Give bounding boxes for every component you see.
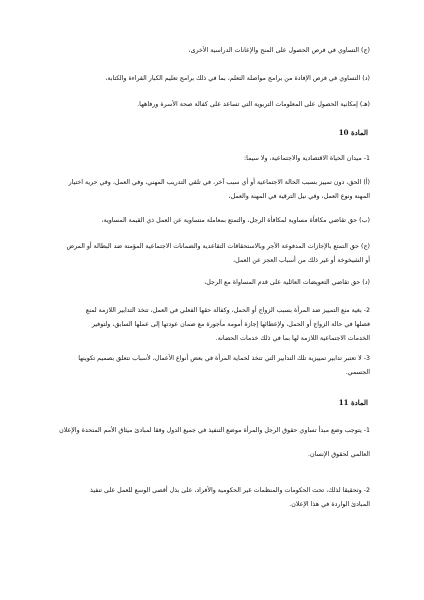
- item-h-health-information: (هـ) إمكانية الحصول على المعلومات التربوية التي تساعد على كفالة صحة الأسرة ورفاهها.: [137, 101, 370, 108]
- article-10-paragraph-3: 3- لا تعتبر تدابير تمييزية تلك التدابير التي تتخذ لحماية المرأة في بعض أنواع الأعمال، لأسباب تتعلق بصميم تكوينها الجسمي.: [78, 355, 370, 376]
- article-11-paragraph-2: 2- وتحقيقا لذلك، تحث الحكومات والمنظمات غير الحكومية والأفراد، على بذل أقصى الوسع للعمل على تنفيذ المبادئ الواردة في هذا الإعلان.: [90, 487, 370, 508]
- article-10-heading: المادة 10: [338, 128, 368, 137]
- item-c-scholarships: (ج) التساوي في فرص الحصول على المنح والإعانات الدراسية الأخرى،: [188, 47, 370, 54]
- article-11-heading: المادة 11: [338, 398, 368, 407]
- item-d-continuing-education: (د) التساوي في فرص الإفادة من برامج مواصلة التعلم، بما في ذلك برامج تعليم الكبار القراءة والكتابة،: [105, 75, 370, 82]
- article-10-paragraph-1: 1- ميدان الحياة الاقتصادية والاجتماعية، ولا سيما:: [244, 155, 370, 162]
- article-11-paragraph-1: 1- يتوجب وضع مبدأ تساوي حقوق الرجل والمرأة موضع التنفيذ في جميع الدول وفقا لمبادئ ميثاق الأمم المتحدة والإعلان العالمي لحقوق الإنسان.: [59, 427, 370, 458]
- article-10-paragraph-2: 2- بغية منع التمييز ضد المرأة بسبب الزواج أو الحمل، وكفالة حقها الفعلي في العمل، تتخذ التدابير اللازمة لمنع فصلها في حالة الزواج أو الحمل، ولإعطائها إجازة أمومة مأجورة مع ضمان عودتها إلى عملها السابق، ولتوفير الخدمات الاجتماعية اللازمة لها بما في ذلك خدمات الحضانة.: [85, 307, 370, 342]
- article-10-item-c: (ج) حق التمتع بالإجازات المدفوعة الأجر وبالاستحقاقات التقاعدية والضمانات الاجتماعية المؤمنة ضد البطالة أو المرض أو الشيخوخة أو غير ذلك من أسباب العجز عن العمل،: [66, 243, 370, 264]
- article-10-item-d: (د) حق تقاضي التعويضات العائلية على قدم المساواة مع الرجل،: [204, 279, 370, 286]
- article-10-item-a: (أ) الحق، دون تمييز بسبب الحالة الاجتماعية أو أي سبب آخر، في تلقي التدريب المهني، وفي العمل، وفي حرية اختيار المهنة ونوع العمل، وفي نيل الترقية في المهنة والعمل،: [68, 179, 370, 200]
- article-10-item-b: (ب) حق تقاضي مكافأة مساوية لمكافأة الرجل، والتمتع بمعاملة متساوية عن العمل ذي القيمة المساوية،: [101, 217, 370, 224]
